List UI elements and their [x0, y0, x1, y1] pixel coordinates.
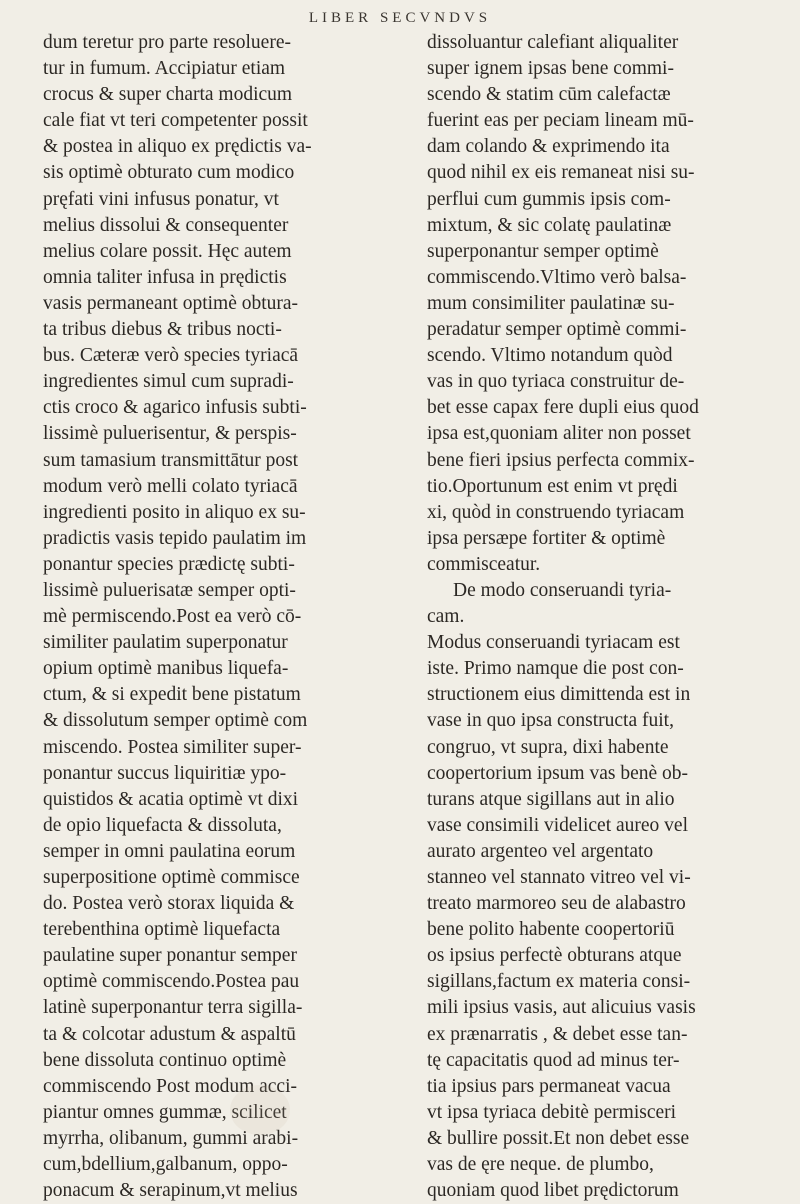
text-line: latinè superponantur terra sigilla- [43, 997, 303, 1019]
text-line: bus. Cæteræ verò species tyriacā [43, 345, 299, 367]
text-line: bene fieri ipsius perfecta commix- [427, 449, 695, 471]
text-line: superpositione optimè commisce [43, 867, 300, 888]
text-line: mè permiscendo.Post ea verò cō- [43, 606, 302, 628]
text-line: melius colare possit. Hęc autem [43, 240, 292, 262]
text-line: xi, quòd in construendo tyriacam [427, 501, 685, 523]
text-line: peradatur semper optimè commi- [427, 319, 687, 341]
text-line: do. Postea verò storax liquida & [43, 893, 295, 915]
text-line: treato marmoreo seu de alabastro [427, 893, 686, 915]
text-line: myrrha, olibanum, gummi arabi- [43, 1127, 299, 1149]
text-line: omnia taliter infusa in prędictis [43, 266, 287, 288]
text-line: iste. Primo namque die post con- [427, 658, 684, 680]
text-line: miscendo. Postea similiter super- [43, 736, 302, 758]
text-line: ponantur succus liquiritiæ ypo- [43, 762, 287, 784]
text-line: ctum, & si expedit bene pistatum [43, 684, 301, 706]
text-line: tio.Oportunum est enim vt prędi [427, 475, 678, 497]
text-line: vt ipsa tyriaca debitè permisceri [427, 1101, 677, 1123]
text-line: Modus conseruandi tyriacam est [427, 632, 680, 654]
text-line: quoniam quod libet prędictorum [427, 1180, 679, 1202]
text-line: sum tamasium transmittātur post [43, 449, 299, 471]
text-line: & postea in aliquo ex prędictis va- [43, 136, 312, 158]
text-line: ctis croco & agarico infusis subti- [43, 397, 307, 419]
text-line: mixtum, & sic colatę paulatinæ [427, 214, 672, 236]
right-column [427, 30, 787, 1204]
text-line: coopertorium ipsum vas benè ob- [427, 762, 689, 784]
text-line: stanneo vel stannato vitreo vel vi- [427, 867, 691, 888]
text-line: tę capacitatis quod ad minus ter- [427, 1049, 680, 1071]
text-line: mum consimiliter paulatinæ su- [427, 292, 675, 314]
text-line: super ignem ipsas bene commi- [427, 58, 674, 80]
text-line: tia ipsius pars permaneat vacua [427, 1075, 671, 1097]
text-line: ta & colcotar adustum & aspaltū [43, 1023, 296, 1045]
text-line: perflui cum gummis ipsis com- [427, 188, 671, 210]
text-line: mili ipsius vasis, aut alicuius vasis [427, 997, 696, 1019]
text-line: quistidos & acatia optimè vt dixi [43, 788, 299, 810]
text-line: vasis permaneant optimè obtura- [43, 292, 299, 314]
text-line: vase in quo ipsa constructa fuit, [427, 710, 674, 732]
text-line: de opio liquefacta & dissoluta, [43, 814, 282, 836]
text-line: commiscendo Post modum acci- [43, 1075, 297, 1097]
text-line: terebenthina optimè liquefacta [43, 919, 281, 941]
text-line: ipsa est,quoniam aliter non posset [427, 423, 691, 445]
text-line: vas de ęre neque. de plumbo, [427, 1154, 654, 1176]
section-heading-continued: cam. [427, 606, 465, 628]
text-line: ipsa persæpe fortiter & optimè [427, 527, 666, 549]
text-line: vas in quo tyriaca construitur de- [427, 371, 685, 393]
text-line: piantur omnes gummæ, scilicet [43, 1101, 287, 1123]
text-line: lissimè puluerisatæ semper opti- [43, 579, 296, 601]
text-line: os ipsius perfectè obturans atque [427, 945, 682, 967]
text-line: aurato argenteo vel argentato [427, 840, 654, 862]
text-line: crocus & super charta modicum [43, 84, 293, 106]
text-line: ingredienti posito in aliquo ex su- [43, 501, 306, 523]
text-line: ingredientes simul cum supradi- [43, 371, 294, 393]
text-line: ex prænarratis , & debet esse tan- [427, 1023, 688, 1045]
text-line: quod nihil ex eis remaneat nisi su- [427, 162, 695, 184]
text-line: sigillans,factum ex materia consi- [427, 971, 691, 993]
text-line: bene polito habente coopertoriū [427, 919, 675, 941]
text-line: & dissolutum semper optimè com [43, 710, 308, 732]
text-line: commiscendo.Vltimo verò balsa- [427, 266, 687, 288]
text-line: melius dissolui & consequenter [43, 214, 289, 236]
text-line: scendo. Vltimo notandum quòd [427, 345, 673, 367]
text-line: vase consimili videlicet aureo vel [427, 814, 688, 836]
text-line: cale fiat vt teri competenter possit [43, 110, 308, 132]
paper-smudge [230, 1085, 290, 1135]
text-line: commisceatur. [427, 553, 541, 575]
text-line: bet esse capax fere dupli eius quod [427, 397, 699, 419]
text-line: superponantur semper optimè [427, 240, 659, 262]
running-head: LIBER SECVNDVS [308, 10, 492, 26]
text-line: structionem eius dimittenda est in [427, 684, 691, 706]
text-line: ponantur species prædictę subti- [43, 553, 295, 575]
left-column [43, 30, 401, 1204]
text-line: dam colando & exprimendo ita [427, 136, 670, 158]
text-line: pradictis vasis tepido paulatim im [43, 527, 307, 549]
text-line: cum,bdellium,galbanum, oppo- [43, 1154, 288, 1176]
text-line: optimè commiscendo.Postea pau [43, 971, 300, 993]
text-line: bene dissoluta continuo optimè [43, 1049, 287, 1071]
text-line: modum verò melli colato tyriacā [43, 475, 298, 497]
text-line: ta tribus diebus & tribus nocti- [43, 319, 282, 341]
text-line: turans atque sigillans aut in alio [427, 788, 675, 810]
text-line: dissoluantur calefiant aliqualiter [427, 32, 679, 53]
text-line: congruo, vt supra, dixi habente [427, 736, 669, 758]
text-line: & bullire possit.Et non debet esse [427, 1127, 690, 1149]
text-line: dum teretur pro parte resoluere- [43, 32, 291, 53]
text-line: ponacum & serapinum,vt melius [43, 1180, 298, 1202]
text-line: scendo & statim cūm calefactæ [427, 84, 671, 106]
text-line: pręfati vini infusus ponatur, vt [43, 188, 279, 210]
text-line: sis optimè obturato cum modico [43, 162, 295, 184]
text-line: similiter paulatim superponatur [43, 632, 288, 654]
text-line: tur in fumum. Accipiatur etiam [43, 58, 286, 80]
text-line: paulatine super ponantur semper [43, 945, 297, 967]
section-heading: De modo conseruandi tyria- [453, 579, 672, 601]
text-line: semper in omni paulatina eorum [43, 840, 296, 862]
text-line: lissimè puluerisentur, & perspis- [43, 423, 297, 445]
text-line: fuerint eas per peciam lineam mū- [427, 110, 694, 132]
text-line: opium optimè manibus liquefa- [43, 658, 289, 680]
